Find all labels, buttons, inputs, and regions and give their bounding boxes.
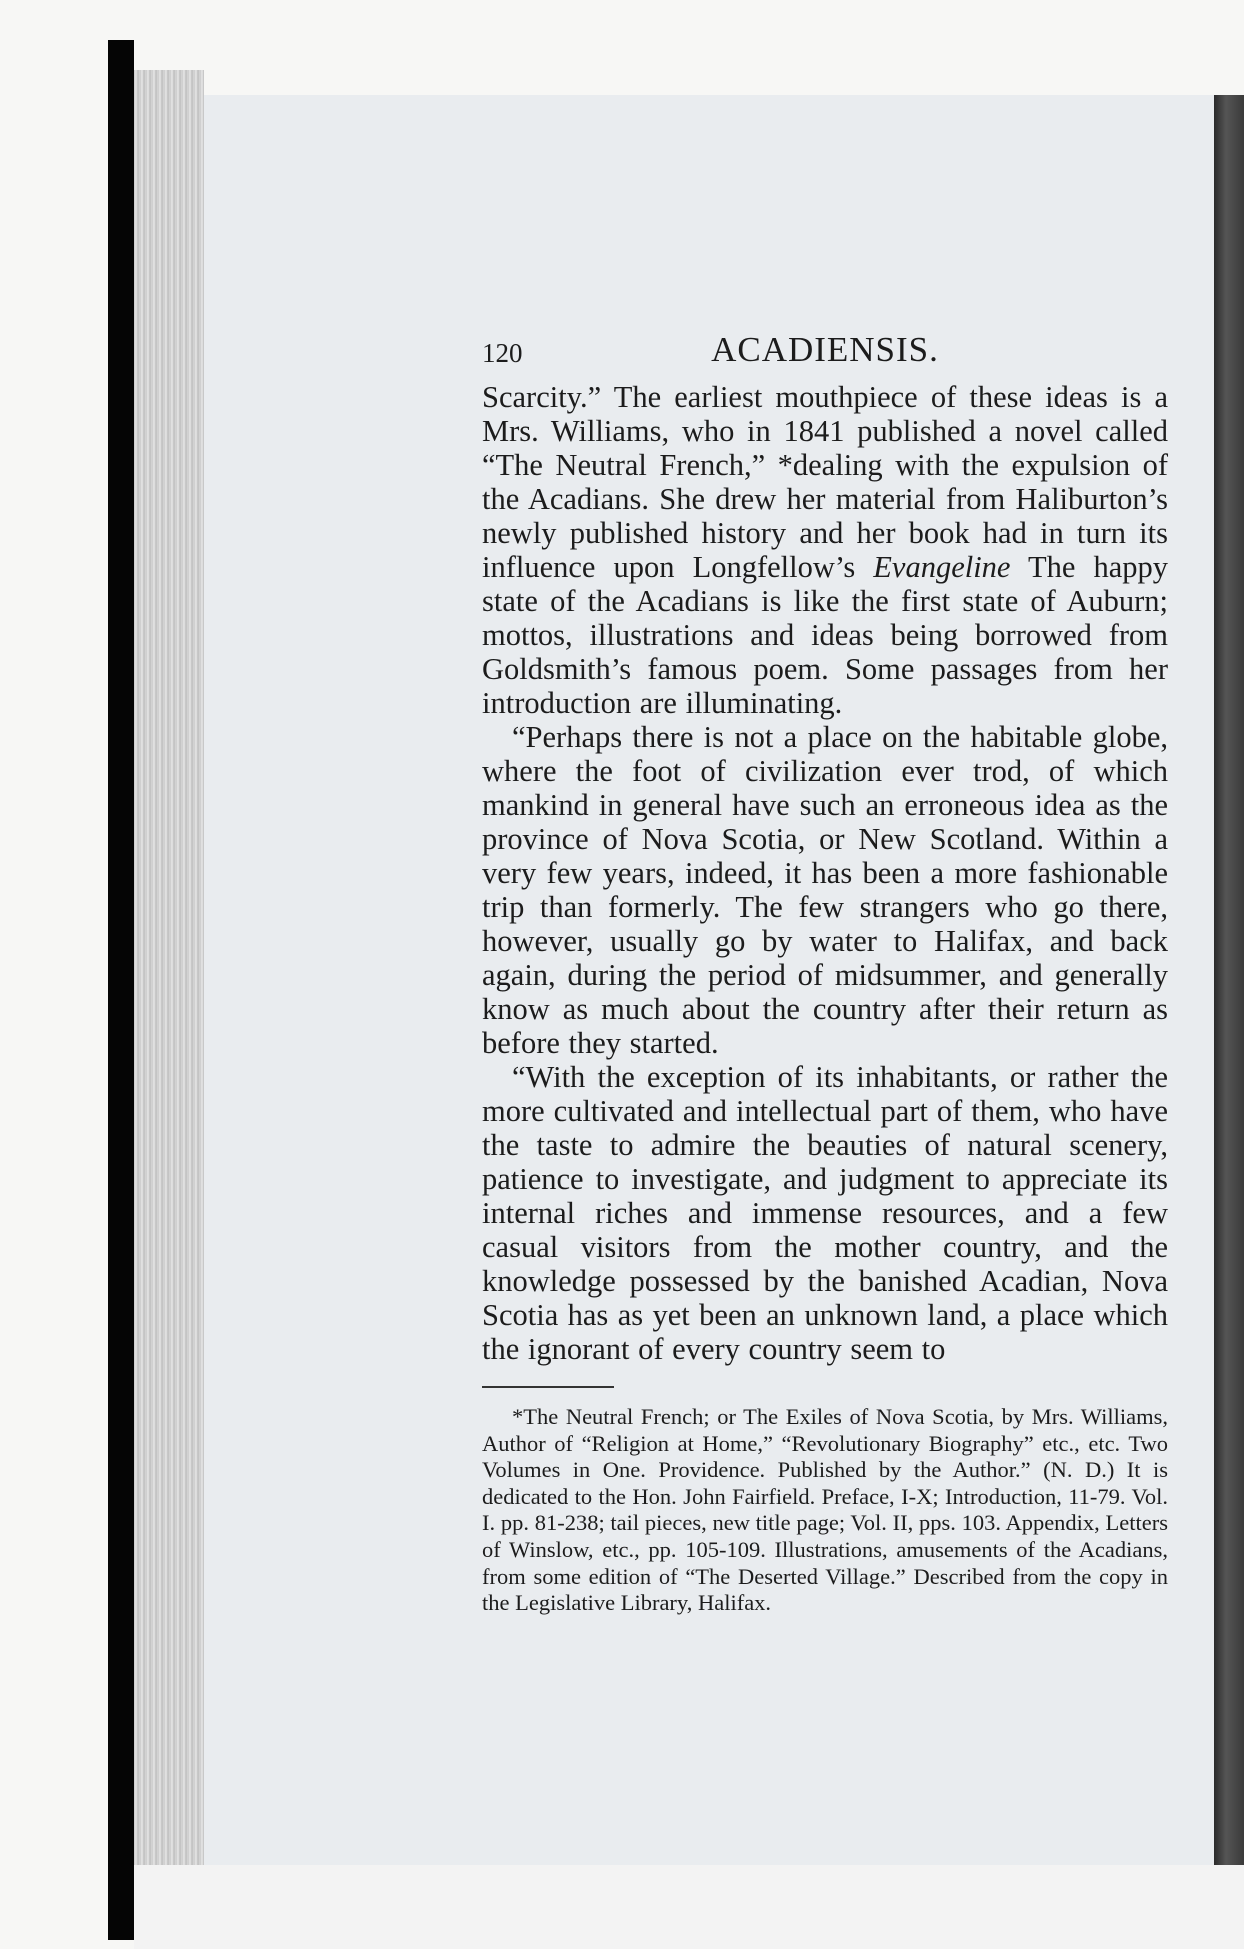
bottom-margin bbox=[134, 1865, 1244, 1949]
body-paragraph-2: “Perhaps there is not a place on the habitable globe, where the foot of civilization ever trod, of which mankind in general have such an erroneous idea as the province of Nova Scotia, or New Scotland. Within a very few years, indeed, it has been a more fashionable trip than formerly. The few strangers who go there, however, usually go by water to Halifax, and back again, during the period of midsummer, and generally know as much about the country after their return as before they started. bbox=[482, 720, 1168, 1060]
paragraph-1-text-after: The happy state of the Acadians is like the first state of Auburn; mottos, illustrations and ideas being borrowed from Goldsmith’s famous poem. Some passages from her introduction are illuminating. bbox=[482, 550, 1169, 720]
page-number: 120 bbox=[482, 338, 523, 368]
paragraph-1-text: Scarcity.” The earliest mouthpiece of these ideas is a Mrs. Williams, who in 1841 published a novel called “The Neutral French,” *dealing with the expulsion of the Acadians. She drew her material from Haliburton’s newly published history and her book had in turn its influence upon Longfellow’s bbox=[482, 380, 1168, 584]
body-paragraph-1 bbox=[482, 380, 1168, 720]
footnote: *The Neutral French; or The Exiles of Nova Scotia, by Mrs. Williams, Author of “Religion at Home,” “Revolutionary Biography” etc., etc. Two Volumes in One. Providence. Published by the Author.” (N. D.) It is dedicated to the Hon. John Fairfield. Preface, I-X; Introduction, 11-79. Vol. I. pp. 81-238; tail pieces, new title page; Vol. II, pps. 103. Appendix, Letters of Winslow, etc., pp. 105-109. Illustrations, amusements of the Acadians, from some edition of “The Deserted Village.” Described from the copy in the Legislative Library, Halifax. bbox=[482, 1404, 1168, 1616]
body-paragraph-3: “With the exception of its inhabitants, or rather the more cultivated and intellectual part of them, who have the taste to admire the beauties of natural scenery, patience to investigate, and judgment to appreciate its internal riches and immense resources, and a few casual visitors from the mother country, and the knowledge possessed by the banished Acadian, Nova Scotia has as yet been an unknown land, a place which the ignorant of every country seem to bbox=[482, 1060, 1168, 1366]
book-spine-shadow bbox=[108, 40, 134, 1940]
text-block bbox=[482, 330, 1168, 1639]
book-title-italic: Evangeline bbox=[873, 550, 1011, 584]
page-header bbox=[482, 330, 1168, 380]
footnote-divider bbox=[482, 1386, 614, 1388]
running-head: ACADIENSIS. bbox=[711, 330, 939, 369]
right-page-edge bbox=[1214, 95, 1244, 1865]
page-edges bbox=[134, 70, 204, 1870]
